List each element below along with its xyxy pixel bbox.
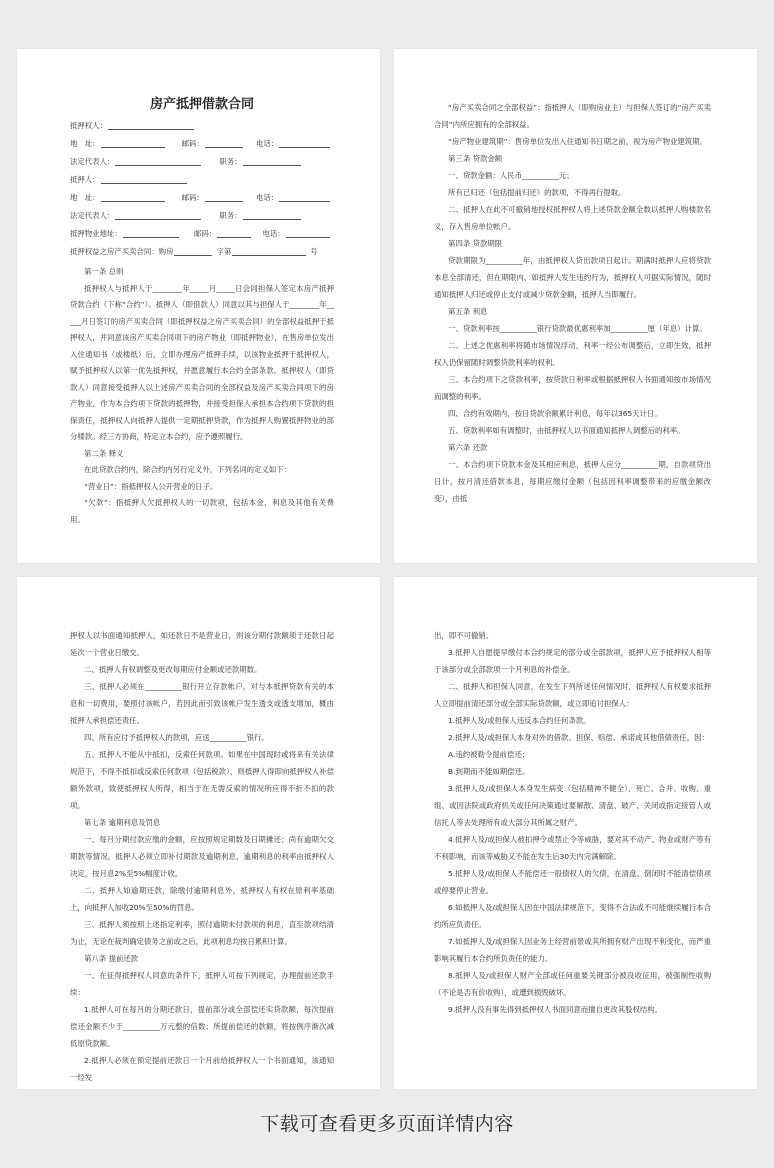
paragraph: “房产物业建筑期”：售房单位发出入住通知书日期之前，视为房产物业建筑期。 <box>448 137 707 146</box>
field-label: 抵押权人： <box>70 121 107 130</box>
field-label: 职务： <box>219 211 242 220</box>
field-label: 职务： <box>219 157 242 166</box>
paragraph: 一、本合约项下贷款本金及其相应利息，抵押人应分__________期，自款项贷出日计，按月清还借款本息，每期应缴付金额（包括因利率调整带来的应缴金额改变），由抵 <box>434 460 711 503</box>
field-label: 法定代表人： <box>70 157 115 166</box>
paragraph: 押权人以书面通知抵押人，如还款日不是营业日，则该分期付款额须于还款日起延次一个营业日缴交。 <box>70 631 334 657</box>
field-label: 邮码： <box>181 139 204 148</box>
blank-line <box>123 228 180 238</box>
field-label: 号 <box>310 247 318 256</box>
paragraph: “欠款”：指抵押人欠抵押权人的一切款项，包括本金，利息及其他有关费用。 <box>70 498 334 524</box>
paragraph: 3.抵押人及/或担保人本身发生病变（包括精神不健全）、死亡、合并、收购、重组、或因法院或政府机关或任何决策通过要解散、清盘、破产、关闭或指定接管人或信托人等去处理所有或大部分其所属之财产。 <box>434 784 711 827</box>
contract-title: 房产抵押借款合同 <box>149 97 254 112</box>
field-label: 字第 <box>216 247 232 256</box>
paragraph: 三、抵押人须按照上述指定利率，照付逾期未付款项的利息，直至款项结清为止，无论在裁判确定债务之前或之后，此项利息均按日累积计算。 <box>70 920 334 946</box>
paragraph: 五、贷款利率如有调整时，由抵押权人以书面通知抵押人调整后的利率。 <box>448 426 685 435</box>
document-page-3 <box>17 577 380 1089</box>
blank-line <box>279 192 330 202</box>
blank-line <box>205 192 244 202</box>
blank-line <box>101 174 187 184</box>
field-label: 地 址： <box>70 193 100 202</box>
blank-line <box>101 192 166 202</box>
field-line-property-address <box>70 228 334 239</box>
field-line-representative-1 <box>70 156 334 167</box>
blank-line <box>243 210 301 220</box>
paragraph: 7.如抵押人及/或担保人因业务上经营前景或其所拥有财产出现不利变化，而严重影响其履行本合约所负责任的能力。 <box>434 937 711 963</box>
section-heading: 第七条 逾期利息及罚息 <box>84 818 161 827</box>
paragraph: 三、本合约项下之贷款利率，按贷款日利率或根据抵押权人书面通知按市场情况而调整的利率。 <box>434 375 711 401</box>
paragraph: 抵押权人与抵押人于________年_____月_____日会同担保人签定本房产抵押贷款合约（下称“合约”）。抵押人（即借款人）同意以其与担保人于________年_____月日签订的房产买卖合同（即抵押权益之房产买卖合同）的全部权益抵押于抵押权人，并同意该房产买卖合同项下的房产物业（即抵押物业），在售房单位发出入住通知书（或楼纸）后，立即办理房产抵押手续，以该物业抵押于抵押权人，赋予抵押权人以第一优先抵押权，并愿意履行本合约全部条款。抵押权人（即贷款人）同意接受抵押人以上述房产买卖合同的全部权益及房产买卖合同项下的房产物业，作为本合约项下贷款的抵押物，并接受担保人承担本合约项下贷款的担保责任，抵押权人向抵押人提供一定期抵押贷款，作为抵押人购置抵押物业的部分楼款。经三方协商，特定立本合约，应予遵照履行。 <box>70 283 334 441</box>
field-label: 邮码： <box>181 193 204 202</box>
field-label: 邮码： <box>194 229 217 238</box>
paragraph: 贷款期限为__________年，由抵押权人贷出款项日起计。期满时抵押人应将贷款本息全部清还，但在期限内，如抵押人发生违约行为，抵押权人可据实际情况，随时通知抵押人归还或停止支付或减少贷款金额，抵押人当即履行。 <box>434 256 711 299</box>
section-heading: 第六条 还款 <box>448 443 488 452</box>
paragraph: 二、上述之优惠利率将随市场情况浮动，利率一经公布调整后，立即生效，抵押权人仍保留随时调整贷款利率的权利。 <box>434 341 711 367</box>
field-line-mortgagee <box>70 120 334 131</box>
section-heading: 第三条 贷款金额 <box>448 154 503 163</box>
paragraph: 3.抵押人自愿提早缴付本合约规定的部分或全部款项，抵押人应予抵押权人相等于该部分或全部款项一个月利息的补偿金。 <box>434 648 711 674</box>
field-label: 法定代表人： <box>70 211 115 220</box>
field-line-address-2 <box>70 192 334 203</box>
paragraph: 三、抵押人必须在__________银行开立存款帐户，对与本抵押贷款有关的本息和一切费用，要照付该帐户，若因此而引致该帐户发生透支或透支增加，概由抵押人承担偿还责任。 <box>70 682 334 725</box>
paragraph: 四、所有应付予抵押权人的款项，应送__________银行。 <box>84 733 269 742</box>
field-label: 抵押人： <box>70 175 100 184</box>
blank-line <box>243 156 301 166</box>
paragraph: 所有已归还（包括提前归还）的款项，不得再行提取。 <box>448 188 626 197</box>
field-label: 抵押权益之房产买卖合同：购房 <box>70 247 174 256</box>
section-heading: 第四条 贷款期限 <box>448 239 503 248</box>
blank-line <box>108 120 194 130</box>
paragraph: “营业日”：指抵押权人公开营业的日子。 <box>84 481 218 491</box>
field-line-representative-2 <box>70 210 334 221</box>
blank-line <box>232 246 306 256</box>
document-page-4 <box>394 577 757 1089</box>
download-prompt-text[interactable]: 下载可查看更多页面详情内容 <box>260 1113 514 1135</box>
paragraph: 5.抵押人及/或担保人不能偿还一般债权人的欠债，在清盘、倒闭时不能清偿债项或停要停止营业。 <box>434 869 711 895</box>
paragraph: 一、每月分期付款应缴的金额，应按照规定期数及日期摊还；尚有逾期欠交期款等情况，抵押人必须立即补付期款及逾期利息，逾期利息的利率由抵押权人决定，按月息2%至5%幅度计收。 <box>70 835 334 878</box>
blank-line <box>101 138 166 148</box>
field-line-mortgagor <box>70 174 334 185</box>
paragraph: B.到期而不能如期偿还。 <box>448 767 530 776</box>
paragraph: 一、在征得抵押权人同意的条件下，抵押人可按下列规定，办理提前还款手续： <box>70 971 334 997</box>
paragraph: A.违约被勒令提前偿还； <box>448 750 530 759</box>
paragraph: 五、抵押人不能从中抵扣，反索任何款项。如果在中国现时或将来有关法律规范下，不得不抵扣或反索任何款项（包括税款），则抵押人得即向抵押权人补偿额外款项，致使抵押权人所得，相当于在无需反索的情况所应得不折不扣的款项。 <box>70 750 334 810</box>
section-heading: 第八条 提前还款 <box>84 954 139 963</box>
paragraph: 1.抵押人可在每月的分期还款日，提前部分或全部偿还实贷款额，每次提前偿还金额不少于__________万元整的倍数；所提前偿还的款额，将按例序渐次减低原贷款额。 <box>70 1005 334 1048</box>
paragraph: 2.抵押人及/或担保人本身对外的借款、担保、赔偿、承诺或其他借债责任，因： <box>448 733 709 742</box>
paragraph: 二、抵押人有权调整及更改每期应付金额或还款期数。 <box>84 665 262 674</box>
section-heading: 第一条 总则 <box>84 267 124 276</box>
paragraph: 1.抵押人及/或担保人违反本合约任何条款。 <box>448 716 591 725</box>
blank-line <box>286 228 330 238</box>
paragraph: 二、抵押人如逾期还款，除缴付逾期利息外，抵押权人有权在原利率基础上，向抵押人加收20%至50%的罚息。 <box>70 886 334 912</box>
paragraph: 二、抵押人在此不可撤销地授权抵押权人将上述贷款金额全数以抵押人购楼款名义，存入售房单位帐户。 <box>434 205 711 231</box>
field-label: 电话： <box>256 193 279 202</box>
paragraph: 9.抵押人没有事先得到抵押权人书面同意而擅自更改其股权结构。 <box>448 1005 663 1014</box>
field-label: 抵押物业地址： <box>70 229 122 238</box>
document-page-1 <box>17 49 380 563</box>
blank-line <box>174 246 212 256</box>
document-page-2 <box>394 49 757 563</box>
field-line-address-1 <box>70 138 334 149</box>
blank-line <box>115 210 201 220</box>
field-line-purchase-contract <box>70 246 334 257</box>
section-heading: 第五条 利息 <box>448 307 488 316</box>
paragraph: 4.抵押人及/或担保人被扣押令或禁止令等威胁，要对其不动产、物业或财产等有不利影响，而该等威胁又不能在发生后30天内完满解除。 <box>434 835 711 861</box>
field-label: 地 址： <box>70 139 100 148</box>
paragraph: 6.如抵押人及/或担保人因在中国法律规范下，变得不合法或不可能继续履行本合约所应负责任。 <box>434 903 711 929</box>
paragraph: 8.抵押人及/或担保人财产全部或任何重要关键部分被没收征用，被强制性收购（不论是否有价收购），或遭到损毁破坏。 <box>434 971 711 997</box>
blank-line <box>279 138 330 148</box>
blank-line <box>217 228 251 238</box>
paragraph: 2.抵押人必须在预定提前还款日一个月前给抵押权人一个书面通知，该通知一经发 <box>70 1056 334 1082</box>
blank-line <box>205 138 244 148</box>
field-label: 电话： <box>262 229 285 238</box>
paragraph: 一、贷款利率按__________银行贷款最优惠利率加__________厘（年息）计算。 <box>448 324 707 333</box>
blank-line <box>115 156 201 166</box>
paragraph: 出，即不可撤销。 <box>434 631 494 640</box>
paragraph: 在此贷款合约内，除合约内另行定义外，下列名词的定义如下： <box>84 465 291 474</box>
paragraph: 一、贷款金额：人民币__________元； <box>448 171 574 180</box>
paragraph: 四、合约有效期内，按日贷款余额累计利息，每年以365天计日。 <box>448 409 662 418</box>
field-label: 电话： <box>256 139 279 148</box>
section-heading: 第二条 释义 <box>84 448 124 458</box>
paragraph: “房产买卖合同之全部权益”：指抵押人（即购房业主）与担保人签订的“房产买卖合同”内所应拥有的全部权益。 <box>434 103 711 129</box>
paragraph: 二、抵押人和担保人同意，在发生下列所述任何情况时，抵押权人有权要求抵押人立即提前清还部分或全部实际贷款额，或立即追讨担保人： <box>434 682 711 708</box>
